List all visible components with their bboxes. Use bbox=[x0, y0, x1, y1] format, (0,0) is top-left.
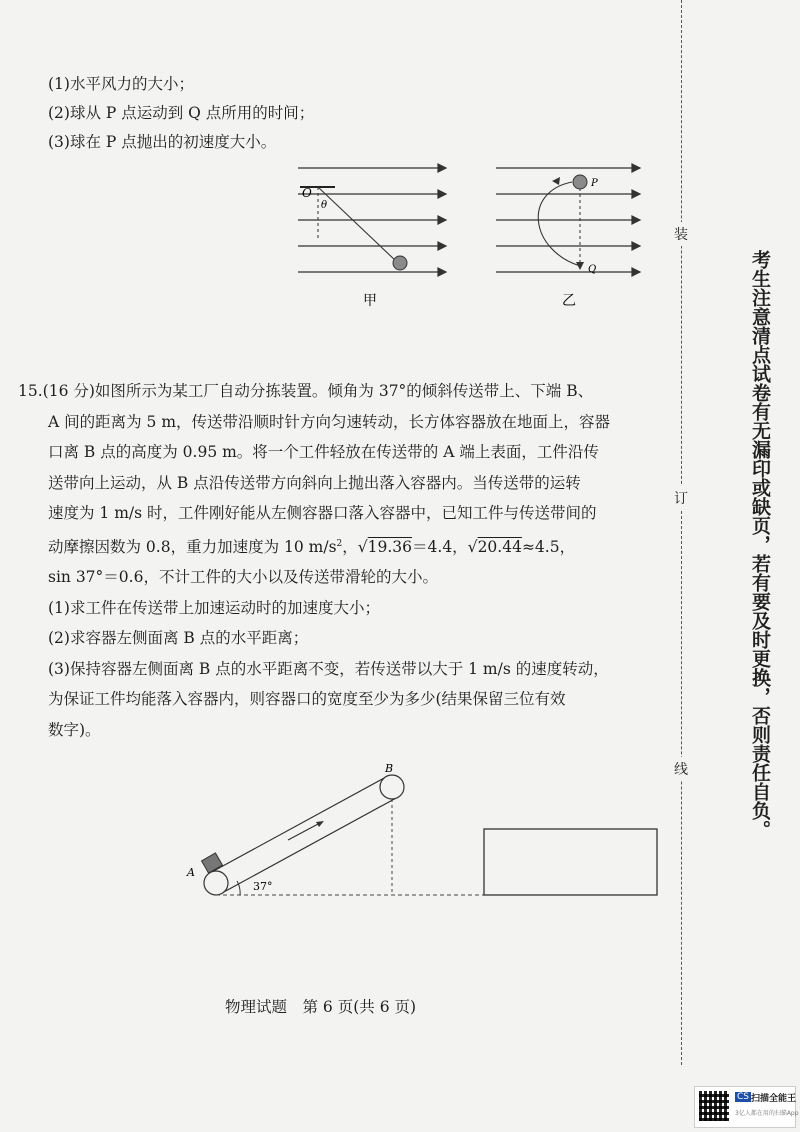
q15-sub-3-line-2: 为保证工件均能落入容器内，则容器口的宽度至少为多少(结果保留三位有效 bbox=[48, 690, 566, 709]
question-15 bbox=[18, 376, 668, 745]
fig-yi-label-p: P bbox=[591, 178, 598, 189]
q15-sub-2: (2)求容器左侧面离 B 点的水平距离； bbox=[48, 629, 309, 648]
q15-score: (16 分) bbox=[42, 382, 95, 400]
conveyor-angle-label: 37° bbox=[253, 880, 273, 893]
q15-line6-text-a: 动摩擦因数为 0.8，重力加速度为 10 m/s bbox=[48, 537, 337, 556]
scanner-watermark bbox=[694, 1086, 799, 1128]
q15-sqrt-2: 20.44 bbox=[477, 537, 522, 556]
figure-jia bbox=[290, 160, 450, 310]
fig-jia-caption: 甲 bbox=[363, 293, 377, 309]
figure-conveyor bbox=[180, 760, 680, 910]
binding-line bbox=[672, 0, 692, 1070]
q15-line6-sup: 2 bbox=[336, 538, 343, 549]
binding-char-ding: 订 bbox=[674, 486, 688, 510]
fig-jia-label-theta: θ bbox=[321, 200, 328, 211]
q14-item-3: (3)球在 P 点抛出的初速度大小。 bbox=[48, 133, 277, 151]
q15-stem-line-5: 速度为 1 m/s 时，工件刚好能从左侧容器口落入容器中，已知工件与传送带间的 bbox=[48, 504, 597, 522]
q15-stem-line-7: sin 37°＝0.6，不计工件的大小以及传送带滑轮的大小。 bbox=[48, 568, 438, 587]
page-footer: 物理试题 第 6 页(共 6 页) bbox=[225, 998, 417, 1016]
q15-stem-line-4: 送带向上运动，从 B 点沿传送带方向斜向上抛出落入容器内。当传送带的运转 bbox=[48, 473, 581, 492]
conveyor-label-b: B bbox=[385, 762, 394, 775]
q15-number: 15. bbox=[18, 382, 43, 400]
figure-yi bbox=[492, 160, 652, 310]
binding-char-zhuang: 装 bbox=[674, 222, 688, 246]
fig-yi-label-q: Q bbox=[588, 264, 597, 275]
question-14-subitems bbox=[48, 70, 314, 157]
qr-code-icon bbox=[699, 1091, 729, 1121]
q15-stem-line-2: A 间的距离为 5 m，传送带沿顺时针方向匀速转动，长方体容器放在地面上，容器 bbox=[48, 412, 611, 431]
binding-char-xian: 线 bbox=[674, 757, 688, 781]
q15-line6-text-d: ≈4.5， bbox=[521, 537, 576, 556]
q15-line6-text-c: ＝4.4，√ bbox=[412, 537, 478, 556]
q15-line6-text-b: ，√ bbox=[342, 537, 368, 556]
fig-yi-caption: 乙 bbox=[562, 293, 576, 309]
q15-stem-line-6 bbox=[18, 529, 668, 563]
fig-jia-label-o: O bbox=[302, 186, 312, 200]
q15-sqrt-1: 19.36 bbox=[367, 537, 413, 556]
vertical-notice: 考生注意清点试卷有无漏印或缺页，若有要及时更换，否则责任自负。 bbox=[749, 250, 771, 839]
cs-badge: CS bbox=[737, 1092, 749, 1102]
q14-item-2: (2)球从 P 点运动到 Q 点所用的时间； bbox=[48, 104, 315, 122]
q15-stem-line-3: 口离 B 点的高度为 0.95 m。将一个工件轻放在传送带的 A 端上表面，工件沿传 bbox=[48, 443, 599, 461]
binding-dashes bbox=[681, 0, 682, 1065]
q15-sub-1: (1)求工件在传送带上加速运动时的加速度大小； bbox=[48, 598, 380, 617]
q15-sub-3-line-3: 数字)。 bbox=[48, 720, 101, 739]
q14-item-1: (1)水平风力的大小； bbox=[48, 75, 194, 93]
conveyor-label-a: A bbox=[187, 866, 195, 879]
scanner-tagline: 3亿人都在用的扫描App bbox=[735, 1110, 799, 1117]
q15-stem-line-1: 如图所示为某工厂自动分拣装置。倾角为 37°的倾斜传送带上、下端 B、 bbox=[94, 382, 594, 400]
q15-sub-3-line-1: (3)保持容器左侧面离 B 点的水平距离不变，若传送带以大于 1 m/s 的速度转动， bbox=[48, 659, 609, 678]
scanner-app-name: 扫描全能王 bbox=[751, 1094, 797, 1104]
